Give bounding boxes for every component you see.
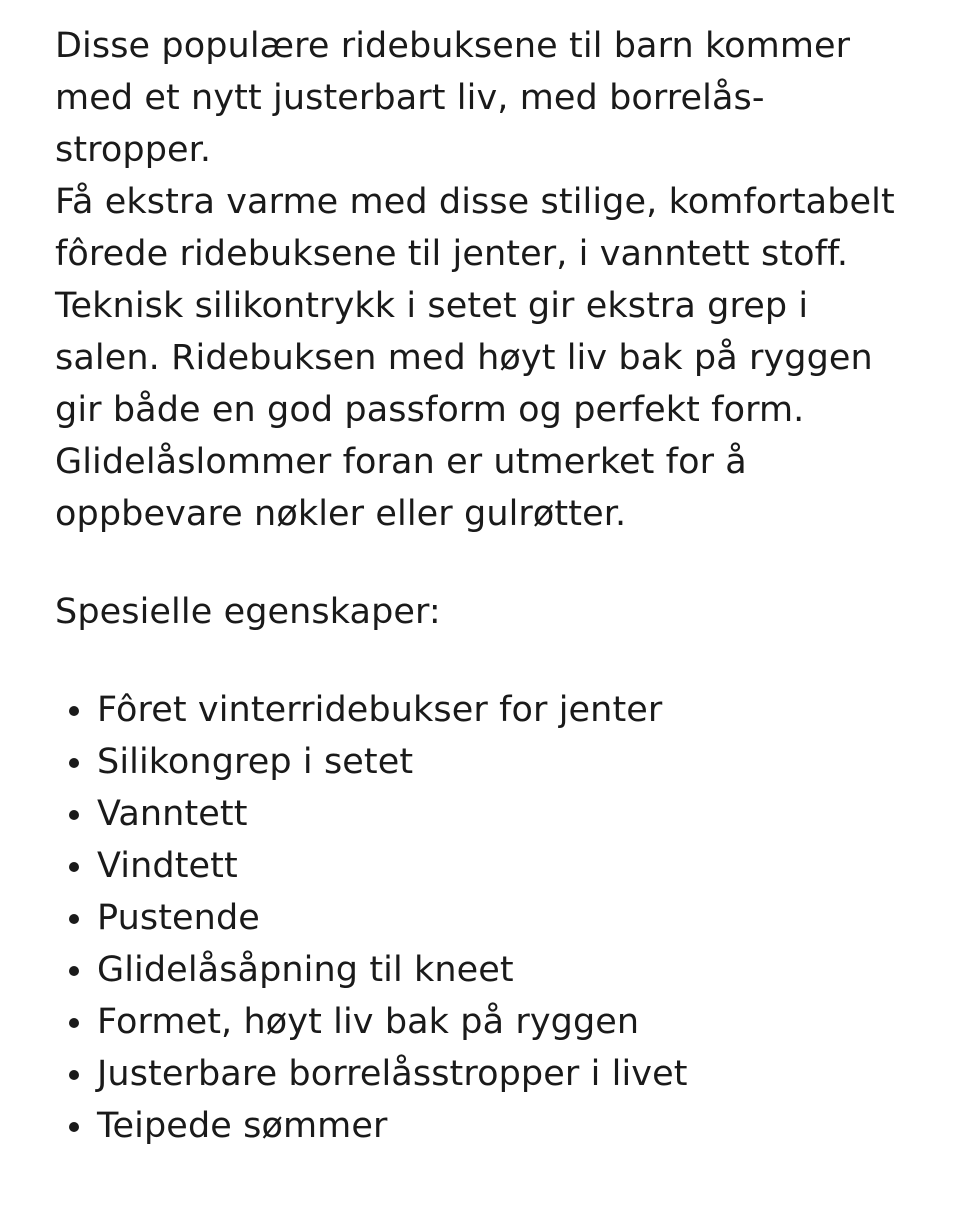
bullet-icon [69, 862, 79, 872]
list-item [55, 1100, 915, 1152]
list-item [55, 996, 915, 1048]
feature-label: Vanntett [97, 794, 248, 834]
features-heading: Spesielle egenskaper: [55, 592, 441, 632]
bullet-icon [69, 914, 79, 924]
list-item [55, 684, 915, 736]
bullet-icon [69, 706, 79, 716]
feature-label: Pustende [97, 898, 260, 938]
feature-label: Fôret vinterridebukser for jenter [97, 690, 663, 730]
bullet-icon [69, 1122, 79, 1132]
feature-label: Justerbare borrelåsstropper i livet [97, 1054, 688, 1094]
list-item [55, 892, 915, 944]
feature-label: Teipede sømmer [97, 1106, 388, 1146]
bullet-icon [69, 810, 79, 820]
product-description [55, 20, 915, 1152]
features-list [55, 684, 915, 1152]
bullet-icon [69, 966, 79, 976]
feature-label: Glidelåsåpning til kneet [97, 950, 514, 990]
list-item [55, 840, 915, 892]
feature-label: Vindtett [97, 846, 238, 886]
bullet-icon [69, 758, 79, 768]
bullet-icon [69, 1018, 79, 1028]
intro-paragraph: Disse populære ridebuksene til barn kommer med et nytt justerbart liv, med borrelås-stropper. [55, 26, 851, 170]
feature-label: Formet, høyt liv bak på ryggen [97, 1002, 640, 1042]
list-item [55, 788, 915, 840]
list-item [55, 736, 915, 788]
feature-label: Silikongrep i setet [97, 742, 414, 782]
list-item [55, 944, 915, 996]
body-paragraph: Få ekstra varme med disse stilige, komfortabelt fôrede ridebuksene til jenter, i vanntett stoff. Teknisk silikontrykk i setet gir ekstra grep i salen. Ridebuksen med høyt liv bak på ryggen gir både en god passform og perfekt form. Glidelåslommer foran er utmerket for å oppbevare nøkler eller gulrøtter. [55, 182, 895, 534]
bullet-icon [69, 1070, 79, 1080]
list-item [55, 1048, 915, 1100]
